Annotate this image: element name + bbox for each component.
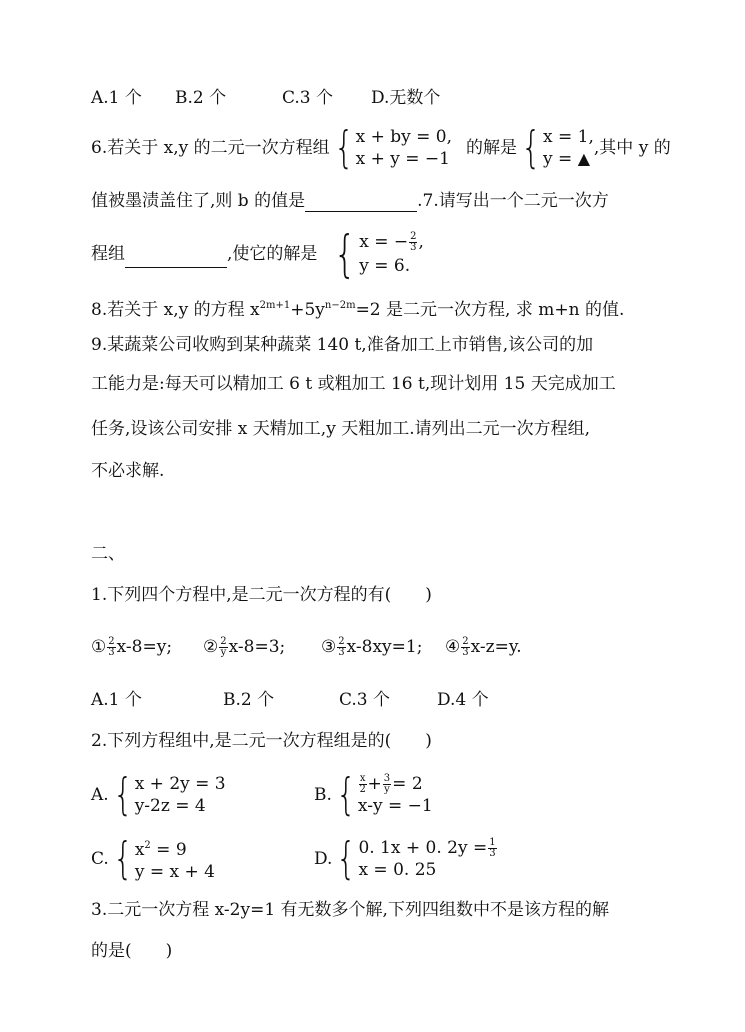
q8-line: 8.若关于 x,y 的方程 $x^{2m+1}+5y^{n-2m}=2$ 是二元一次方程, 求 m+n 的值. [91, 300, 625, 320]
q5-option-c: C.3 个 [282, 88, 334, 108]
s2-q3-line2: 的是( ) [91, 941, 173, 961]
q6-eq1: x + by = 0, [355, 127, 453, 147]
q7-line-b: ,使它的解是 [227, 244, 318, 264]
q7-sol2: y = 6. [359, 256, 411, 276]
q6-line1 [91, 124, 671, 172]
s2-q1-equations [91, 634, 522, 660]
s2-q1-options [91, 689, 489, 711]
q5-option-b: B.2 个 [175, 88, 227, 108]
answer-blank[interactable] [305, 193, 417, 212]
left-brace-icon: { [112, 769, 133, 820]
left-brace-icon: { [333, 122, 354, 173]
s2-q2-option-c: C. { $x^2 = 9$ y = x + 4 [91, 833, 215, 884]
s2-q2-option-b: B. { $\frac{x}{2}$ + $\frac{3}{y}$ = 2 x-y = −1 [314, 769, 433, 820]
q6-sol2: y = [543, 149, 578, 169]
answer-blank[interactable] [125, 249, 227, 268]
q7-sol1-prefix: x = − [359, 232, 409, 252]
q6-equation-system [330, 122, 453, 173]
q6-line2-b: .7.请写出一个二元一次方 [417, 191, 609, 211]
s2-q1-eq4: ④ $\frac{2}{3}$ x-z=y. [445, 635, 522, 658]
s2-q1-option-a: A.1 个 [91, 690, 142, 710]
left-brace-icon: { [521, 122, 541, 173]
q9-line1: 9.某蔬菜公司收购到某种蔬菜 140 t,准备加工上市销售,该公司的加 [91, 335, 594, 355]
q7-line [91, 225, 424, 283]
left-brace-icon: { [336, 833, 357, 884]
q7-line-a: 程组 [91, 244, 125, 264]
s2-q1-eq2: ② $\frac{2}{y}$ x-8=3; [203, 635, 286, 658]
left-brace-icon: { [336, 769, 356, 820]
section-heading: 二、 [91, 544, 125, 564]
ink-blot-triangle-icon: ▲ [577, 149, 590, 168]
s2-q1-eq1: ① $\frac{2}{3}$ x-8=y; [91, 635, 173, 658]
q5-option-d: D.无数个 [371, 88, 441, 108]
s2-q1-option-d: D.4 个 [437, 690, 489, 710]
q9-line4: 不必求解. [91, 461, 165, 481]
s2-q2-stem: 2.下列方程组中,是二元一次方程组是的( ) [91, 731, 432, 751]
q6-line2-a: 值被墨渍盖住了,则 b 的值是 [91, 191, 306, 211]
left-brace-icon: { [334, 225, 357, 283]
q6-suffix: ,其中 y 的 [593, 138, 671, 158]
s2-q1-eq3: ③ $\frac{2}{3}$ x-8xy=1; [321, 635, 423, 658]
s2-q2-option-a: A. { x + 2y = 3 y-2z = 4 [91, 769, 226, 820]
s2-q1-option-b: B.2 个 [223, 690, 275, 710]
q5-option-a: A.1 个 [91, 88, 142, 108]
q5-options [91, 87, 440, 109]
q6-sol1: x = 1, [543, 127, 594, 147]
q9-line3: 任务,设该公司安排 x 天精加工,y 天粗加工.请列出二元一次方程组, [91, 419, 591, 439]
s2-q2-option-d: D. { 0. 1x + 0. 2y = $\frac{1}{3}$ x = 0. 25 [314, 833, 496, 884]
q6-solution-system [517, 122, 594, 173]
left-brace-icon: { [113, 833, 133, 884]
q6-prefix: 6.若关于 x,y 的二元一次方程组 [91, 138, 330, 158]
q6-eq2: x + y = −1 [355, 149, 450, 169]
s2-q3-line1: 3.二元一次方程 x-2y=1 有无数多个解,下列四组数中不是该方程的解 [91, 900, 609, 920]
q7-fraction: $\frac{2}{3}$ [410, 231, 417, 253]
s2-q1-stem: 1.下列四个方程中,是二元一次方程的有( ) [91, 585, 432, 605]
q6-line2 [91, 190, 609, 212]
s2-q1-option-c: C.3 个 [339, 690, 391, 710]
q9-line2: 工能力是:每天可以精加工 6 t 或粗加工 16 t,现计划用 15 天完成加工 [91, 374, 616, 394]
q7-solution-system: { x = − $\frac{2}{3}$ , y = 6. [334, 225, 424, 283]
q6-mid: 的解是 [466, 138, 518, 158]
